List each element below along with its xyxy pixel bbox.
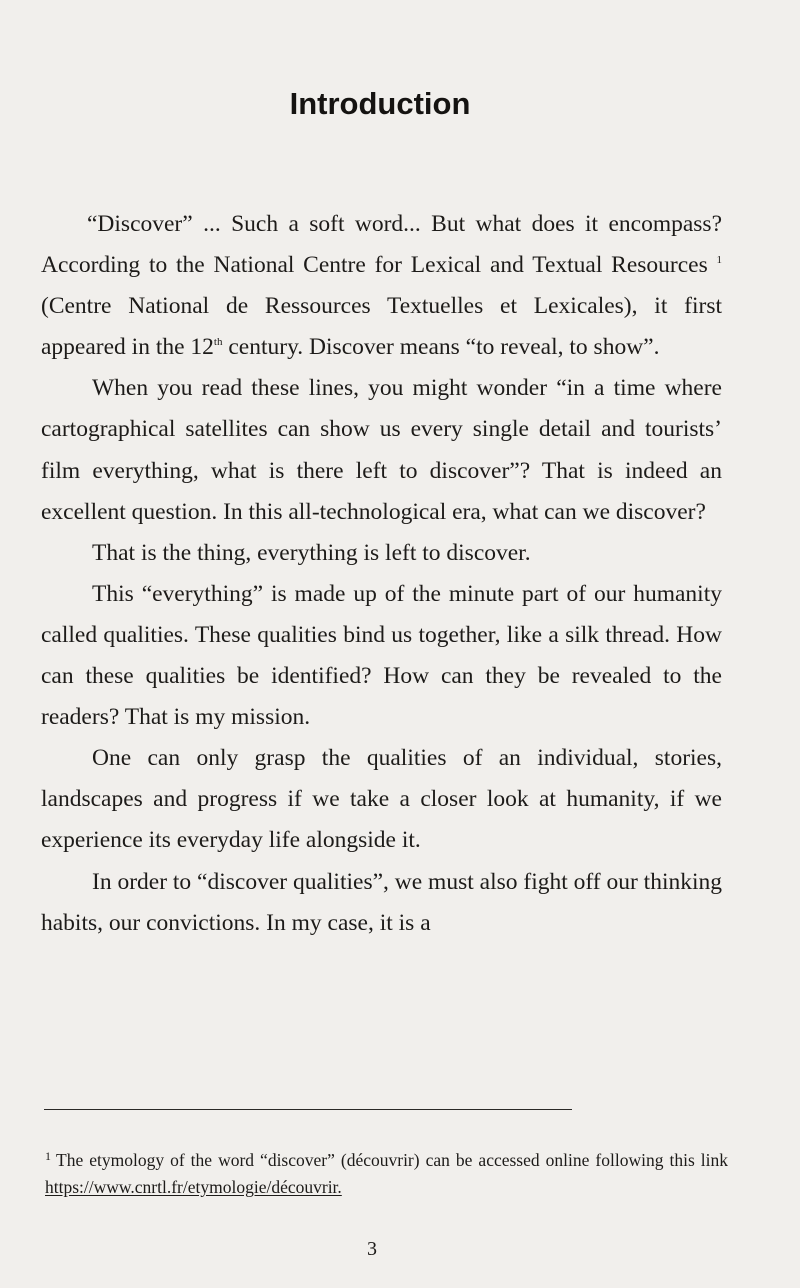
paragraph-1-text-b: (Centre National de Ressources Textuelles et Lexicales), it first appeared in the 12 [41, 293, 722, 361]
footnote-divider [44, 1109, 572, 1110]
chapter-title: Introduction [289, 86, 471, 121]
footnote-reference: 1 [716, 254, 722, 267]
paragraph-5: One can only grasp the qualities of an individual, stories, landscapes and progress if we take a closer look at humanity, if we experience its everyday life alongside it. [41, 745, 722, 854]
paragraph-3: That is the thing, everything is left to discover. [92, 539, 531, 566]
paragraph-6: In order to “discover qualities”, we must also fight off our thinking habits, our convictions. In my case, it is a [41, 868, 723, 936]
paragraph-1 [41, 204, 722, 368]
paragraph-1-text-c: century. Discover means “to reveal, to show”. [222, 334, 660, 361]
page-number: 3 [367, 1238, 377, 1260]
footnote-link[interactable]: https://www.cnrtl.fr/etymologie/découvrir. [45, 1177, 342, 1197]
paragraph-2: When you read these lines, you might wonder “in a time where cartographical satellites can show us every single detail and tourists’ film everything, what is there left to discover”? That is indeed an excellent question. In this all-technological era, what can we discover? [41, 375, 722, 525]
footnote [45, 1147, 728, 1201]
paragraph-4: This “everything” is made up of the minute part of our humanity called qualities. These qualities bind us together, like a silk thread. How can these qualities be identified? How can they be revealed to the readers? That is my mission. [41, 580, 722, 731]
footnote-text: The etymology of the word “discover” (découvrir) can be accessed online following this link [56, 1150, 728, 1170]
footnote-marker: 1 [45, 1149, 51, 1163]
body-text [41, 204, 722, 944]
paragraph-1-text-a: “Discover” ... Such a soft word... But what does it encompass? According to the National Centre for Lexical and Textual Resources [41, 211, 722, 279]
ordinal-superscript: th [213, 336, 223, 349]
